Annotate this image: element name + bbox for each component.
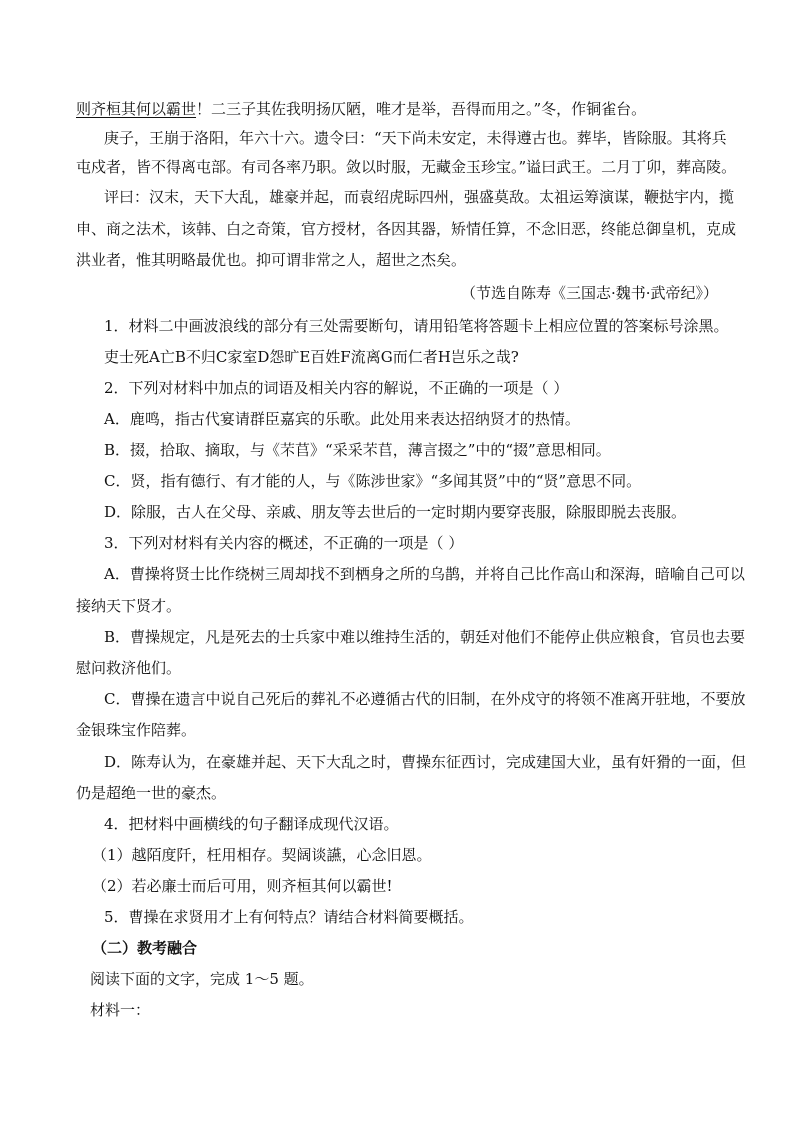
passage-line-1 [76, 99, 726, 119]
question-1-sentence: 吏士死A亡B不归C家室D怨旷E百姓F流离G而仁者H岂乐之哉? [104, 348, 519, 366]
passage-line-2: 庚子，王崩于洛阳，年六十六。遗令曰：“天下尚未安定，未得遵古也。葬毕，皆除服。其将兵 [104, 129, 727, 147]
passage-line-5: 申、商之法术，该韩、白之奇策，官方授材，各因其器，矫情任算，不念旧恶，终能总御皇机，克成 [76, 220, 737, 238]
question-3-option-b-line-1: B．曹操规定，凡是死去的士兵家中难以维持生活的，朝廷对他们不能停止供应粮食，官员也去要 [104, 628, 746, 646]
passage-line-4: 评曰：汉末，天下大乱，雄豪并起，而袁绍虎眎四州，强盛莫敌。太祖运筹演谋，鞭挞宇内，揽 [104, 188, 735, 206]
question-3-option-a-line-1: A．曹操将贤士比作绕树三周却找不到栖身之所的乌鹊，并将自己比作高山和深海，暗喻自己可以 [104, 565, 745, 583]
question-4-item-1: （1）越陌度阡，枉用相存。契阔谈讌，心念旧恩。 [92, 846, 432, 864]
question-2-option-c: C．贤，指有德行、有才能的人，与《陈涉世家》“多闻其贤”中的“贤”意思不同。 [104, 472, 642, 490]
question-4-item-2: （2）若必廉士而后可用，则齐桓其何以霸世! [92, 877, 393, 895]
section-heading: （二）教考融合 [92, 939, 198, 957]
question-2-option-d: D．除服，古人在父母、亲戚、朋友等去世后的一定时期内要穿丧服，除服即脱去丧服。 [104, 503, 687, 521]
question-3-option-d-line-1: D．陈寿认为，在豪雄并起、天下大乱之时，曹操东征西讨，完成建国大业，虽有奸猾的一面，但 [104, 753, 747, 771]
question-5: 5．曹操在求贤用才上有何特点？请结合材料简要概括。 [104, 908, 474, 926]
passage-source: （节选自陈寿《三国志·魏书·武帝纪》） [460, 284, 718, 302]
question-3-option-a-line-2: 接纳天下贤才。 [76, 597, 182, 615]
question-1: 1．材料二中画波浪线的部分有三处需要断句，请用铅笔将答题卡上相应位置的答案标号涂黑。 [104, 317, 729, 335]
passage-line-3: 屯戍者，皆不得离屯部。有司各率乃职。敛以时服，无藏金玉珍宝。”谥曰武王。二月丁卯，葬高陵。 [76, 158, 737, 176]
passage-line-1-rest: ！二三子其佐我明扬仄陋，唯才是举，吾得而用之。”冬，作铜雀台。 [196, 100, 647, 118]
question-2-option-a: A．鹿鸣，指古代宴请群臣嘉宾的乐歌。此处用来表达招纳贤才的热情。 [104, 410, 580, 428]
question-3-option-c-line-2: 金银珠宝作陪葬。 [76, 721, 197, 739]
material-label: 材料一： [90, 1001, 151, 1019]
section-instruction: 阅读下面的文字，完成 1～5 题。 [90, 970, 314, 988]
question-3-option-c-line-1: C．曹操在遗言中说自己死后的葬礼不必遵循古代的旧制，在外戍守的将领不准离开驻地，不要放 [104, 690, 746, 708]
question-2-option-b: B．掇，拾取、摘取，与《芣苢》“采采芣苢，薄言掇之”中的“掇”意思相同。 [104, 441, 611, 459]
passage-line-6: 洪业者，惟其明略最优也。抑可谓非常之人，超世之杰矣。 [76, 251, 467, 269]
question-2: 2．下列对材料中加点的词语及相关内容的解说，不正确的一项是（ ） [104, 379, 569, 397]
question-4: 4．把材料中画横线的句子翻译成现代汉语。 [104, 815, 399, 833]
question-3-option-d-line-2: 仍是超绝一世的豪杰。 [76, 784, 227, 802]
question-3: 3．下列对材料有关内容的概述，不正确的一项是（ ） [104, 534, 464, 552]
underlined-sentence: 则齐桓其何以霸世 [76, 100, 197, 118]
question-3-option-b-line-2: 慰问救济他们。 [76, 659, 182, 677]
